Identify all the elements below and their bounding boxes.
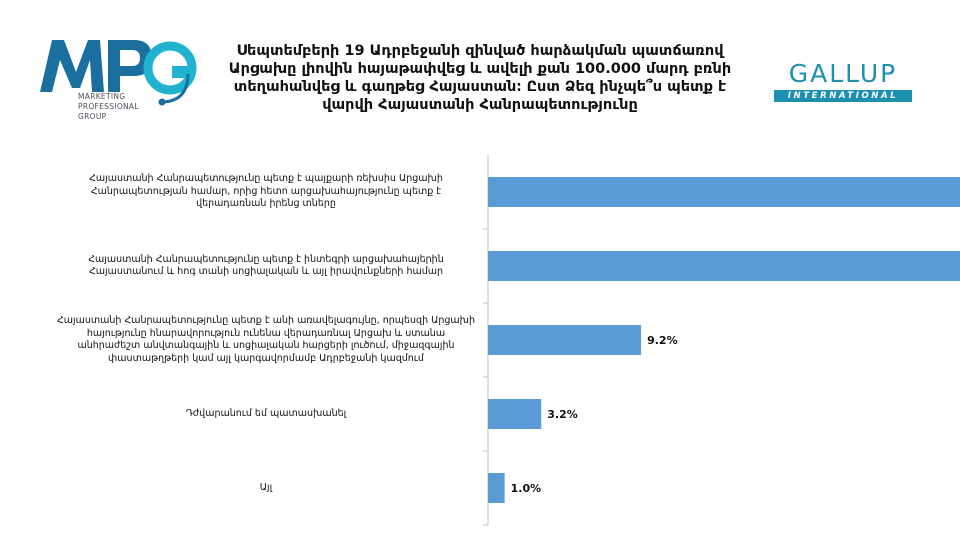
page-title: Սեպտեմբերի 19 Ադրբեջանի զինված հարձակման պատճառով Արցախը լիովին հայաթափվեց և ավելի քան 100.000 մարդ բռնի տեղահանվեց և գաղթեց Հայաստան։ Ըստ Ձեզ ինչպե՞ս պետք է վարվի Հայաստանի Հանրապետությունը: [228, 43, 732, 113]
bar: [488, 251, 960, 281]
gallup-logo-band: INTERNATIONAL: [774, 90, 912, 102]
gallup-logo-word: GALLUP: [788, 59, 898, 88]
data-label: 1.0%: [510, 482, 542, 495]
mpg-subtitle-line: GROUP: [78, 112, 107, 121]
bar: [488, 325, 641, 355]
bar: [488, 473, 505, 503]
category-label: Դժվարանում եմ պատասխանել: [185, 407, 347, 419]
data-label: 3.2%: [547, 408, 578, 421]
mpg-subtitle-line: PROFESSIONAL: [78, 102, 139, 111]
category-label: Հայաստանի Հանրապետությունը պետք է անի առավելագույնը, որպեսզի Արցախի հայությունը հնարավորություն ունենա վերադառնալ Արցախ և ստանա անհրաժեշտ անվտանգային և սոցիալական հարցերի լուծում, միջազգային փաստաթղթերի կամ այլ կարգավորմամբ Ադրբեջանի կազմում: [56, 315, 476, 364]
bar: [488, 399, 541, 429]
mpg-subtitle-line: MARKETING: [78, 92, 126, 101]
category-label: Այլ: [259, 481, 273, 493]
data-label: 9.2%: [647, 334, 678, 347]
bar: [488, 177, 960, 207]
category-label: Հայաստանի Հանրապետությունը պետք է պայքարի ռեխսիս Արցախի Հանրապետության համար, որից հետո արցախահայությունը պետք է վերադառնան իրենց տները: [89, 173, 443, 209]
category-label: Հայաստանի Հանրապետությունը պետք է ինտեգրի արցախահայերին Հայաստանում և հոգ տանի սոցիալական և այլ իրավունքների համար: [88, 253, 444, 277]
